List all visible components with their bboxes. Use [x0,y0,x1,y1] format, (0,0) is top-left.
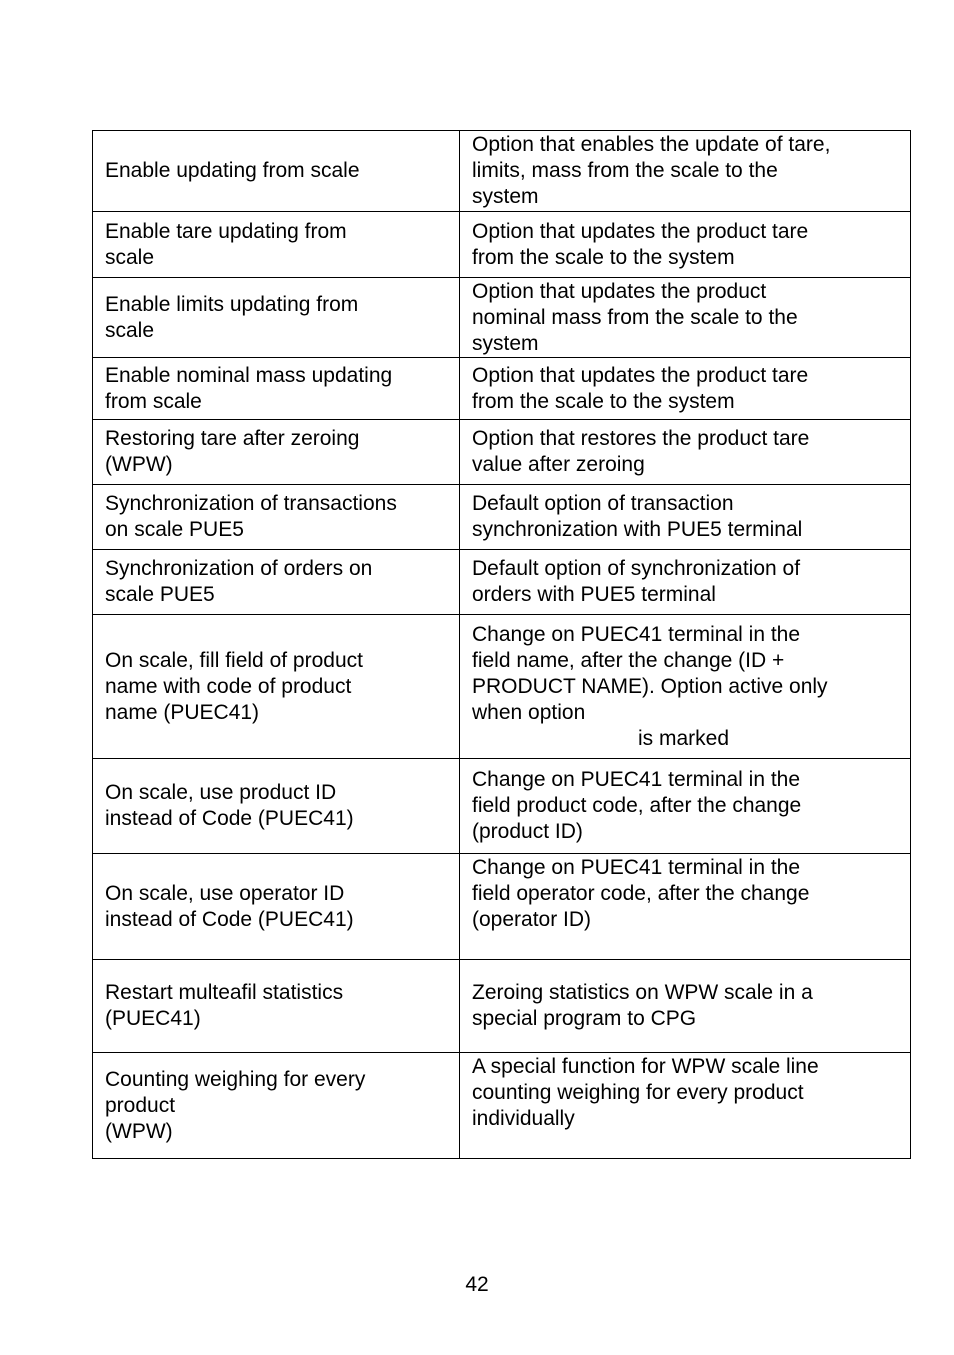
option-description-tail: is marked [638,726,730,750]
option-name: Counting weighing for every product (WPW) [93,1053,460,1159]
table-row [93,358,911,420]
table-row [93,278,911,358]
option-description: Option that updates the product tare from the scale to the system [460,358,911,420]
option-description: Default option of transaction synchronization with PUE5 terminal [460,485,911,550]
table-row [93,1053,911,1159]
table-row [93,550,911,615]
option-description: Change on PUEC41 terminal in the field operator code, after the change (operator ID) [460,854,911,960]
option-description: A special function for WPW scale line counting weighing for every product individually [460,1053,911,1159]
option-description [460,615,911,759]
table-row [93,854,911,960]
option-description: Zeroing statistics on WPW scale in a special program to CPG [460,960,911,1053]
option-name: Synchronization of transactions on scale PUE5 [93,485,460,550]
option-name: Enable tare updating from scale [93,212,460,278]
option-description: Option that restores the product tare value after zeroing [460,420,911,485]
option-name: Enable nominal mass updating from scale [93,358,460,420]
table-row [93,420,911,485]
option-name: Restart multeafil statistics (PUEC41) [93,960,460,1053]
option-name: Enable limits updating from scale [93,278,460,358]
option-description: Option that updates the product nominal mass from the scale to the system [460,278,911,358]
table-row [93,131,911,212]
option-name: Enable updating from scale [93,131,460,212]
table-row [93,212,911,278]
option-description: Change on PUEC41 terminal in the field product code, after the change (product ID) [460,759,911,854]
option-name: On scale, use product ID instead of Code (PUEC41) [93,759,460,854]
page-number: 42 [465,1273,489,1296]
table-row [93,615,911,759]
table-row [93,759,911,854]
option-name: Restoring tare after zeroing (WPW) [93,420,460,485]
options-table [92,130,911,1159]
option-description: Default option of synchronization of orders with PUE5 terminal [460,550,911,615]
option-name: Synchronization of orders on scale PUE5 [93,550,460,615]
option-name: On scale, fill field of product name with code of product name (PUEC41) [93,615,460,759]
option-description: Option that updates the product tare from the scale to the system [460,212,911,278]
table-row [93,485,911,550]
option-description-text: Change on PUEC41 terminal in the field name, after the change (ID + PRODUCT NAME). Option active only when option [472,622,828,724]
option-description: Option that enables the update of tare, limits, mass from the scale to the system [460,131,911,212]
table-row [93,960,911,1053]
option-name: On scale, use operator ID instead of Code (PUEC41) [93,854,460,960]
